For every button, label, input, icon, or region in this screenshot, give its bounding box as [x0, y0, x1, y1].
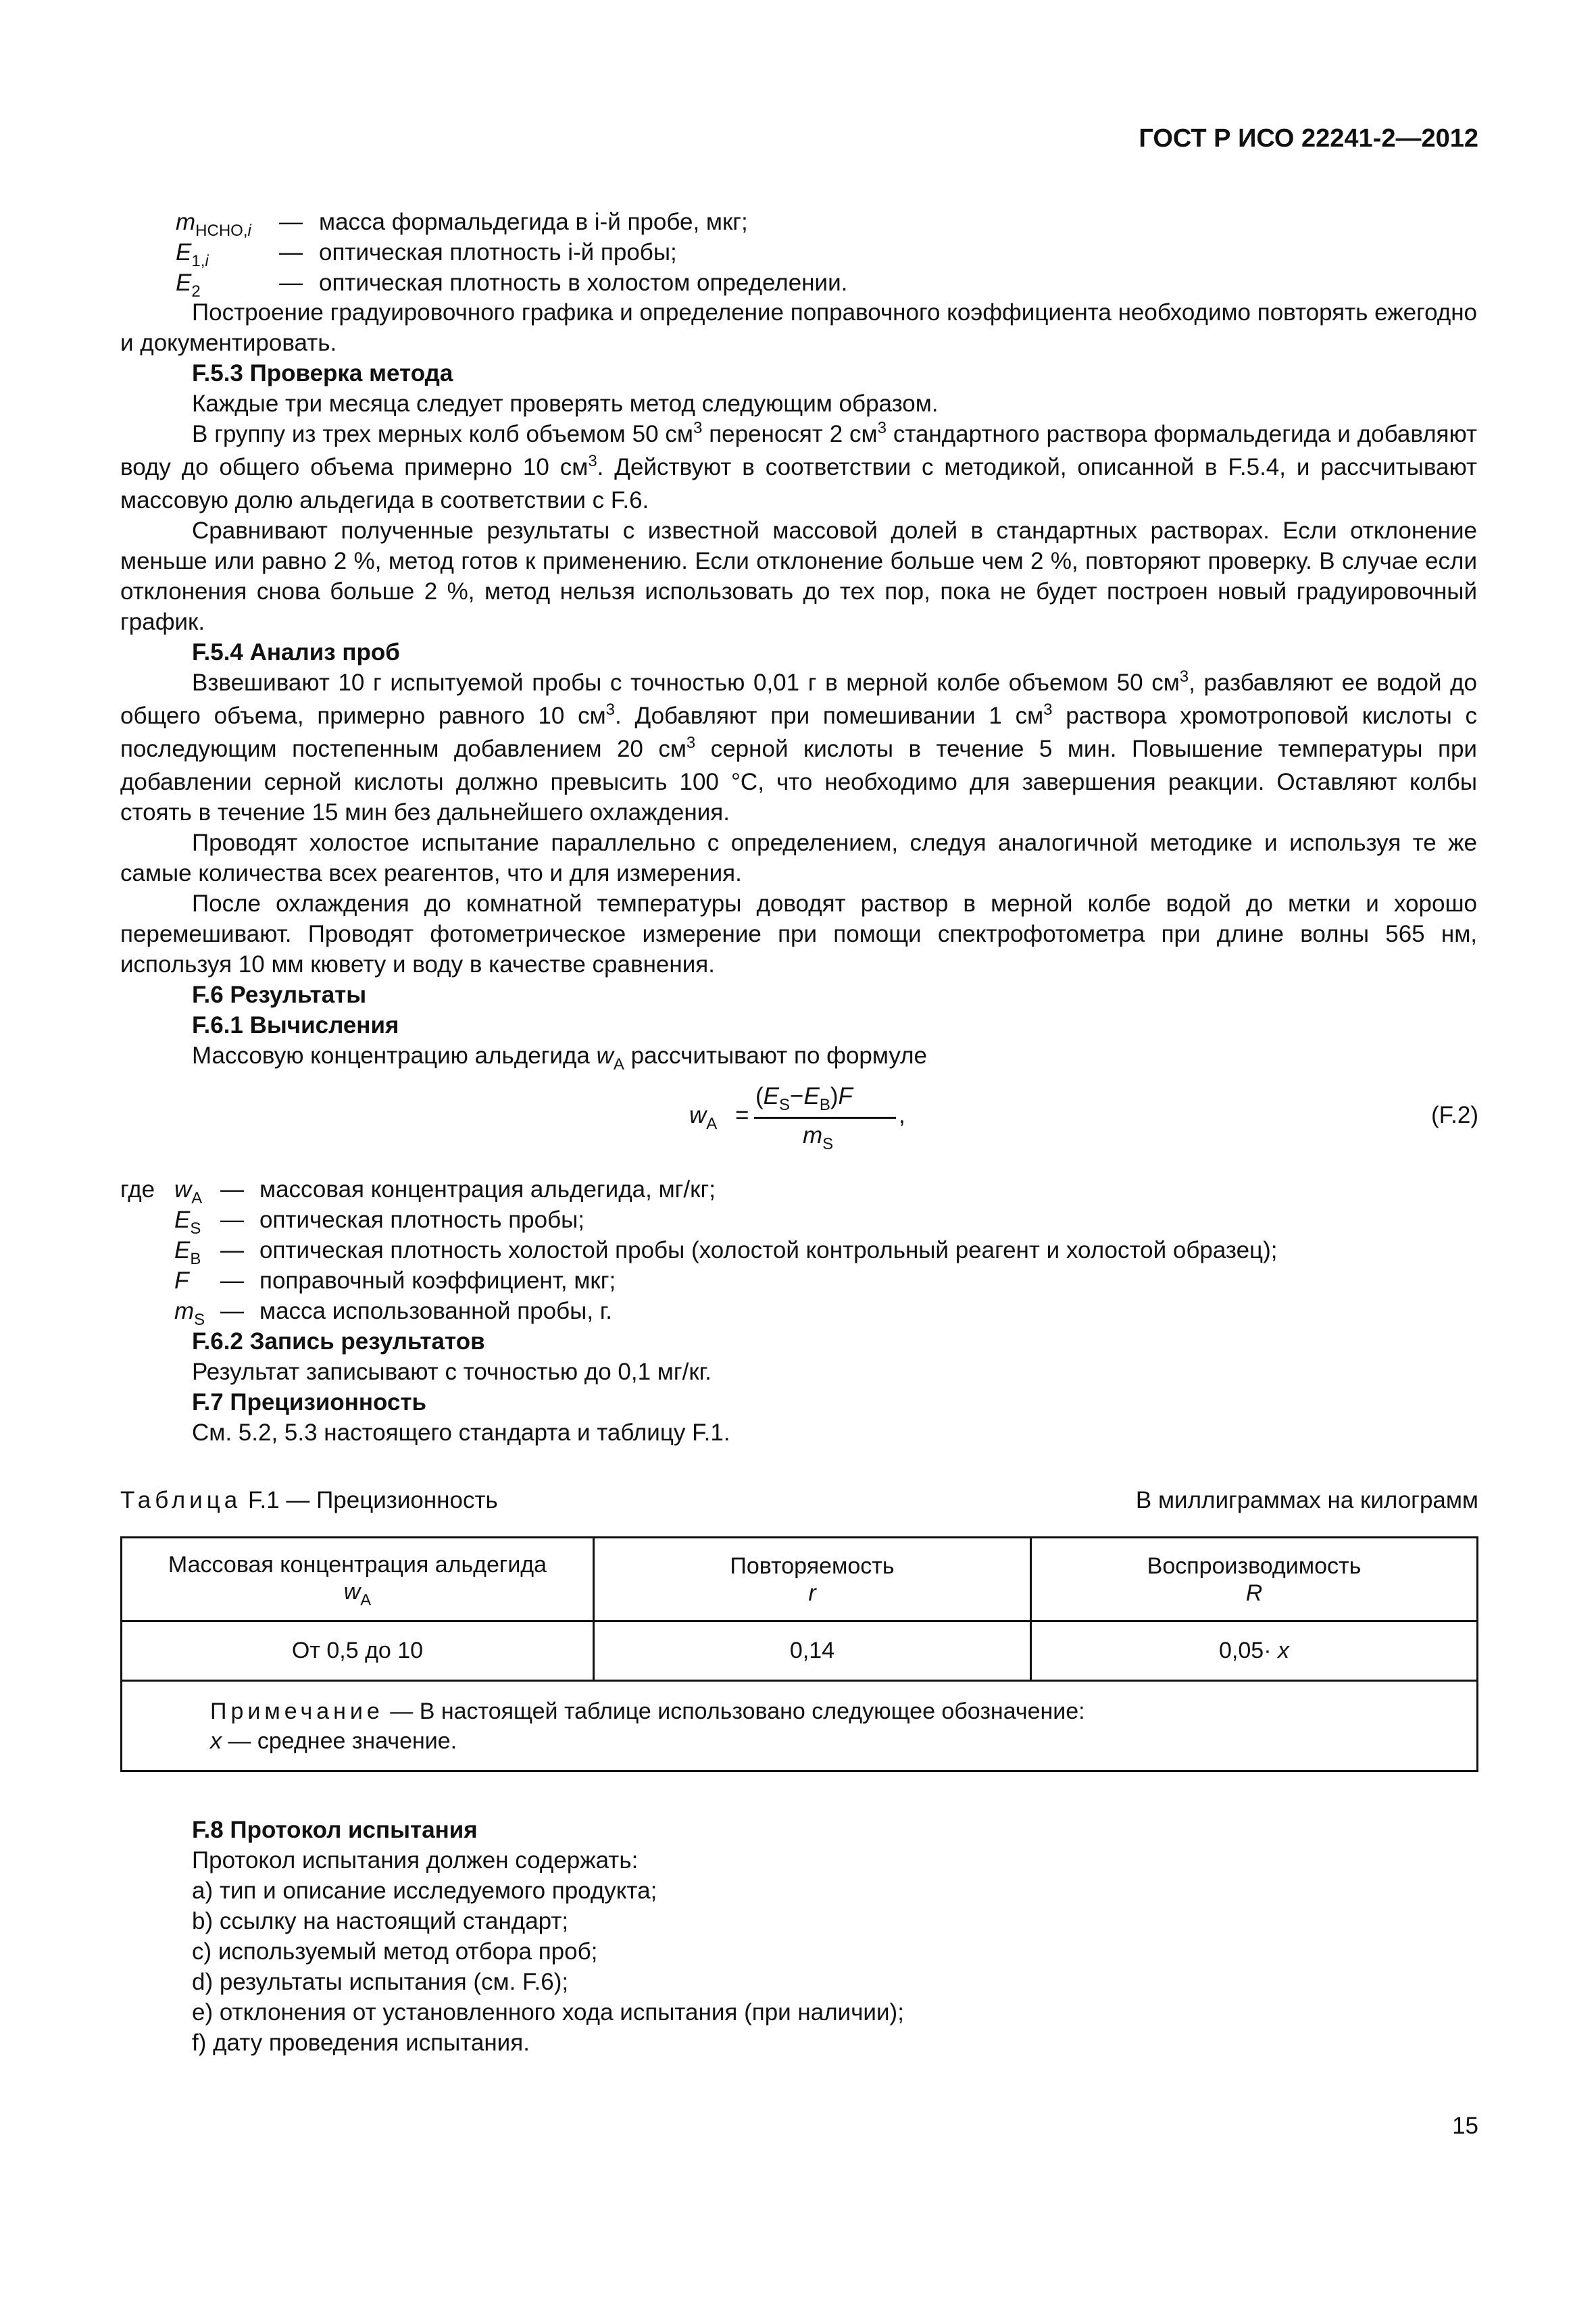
section-heading-f8: F.8 Протокол испытания	[192, 1817, 478, 1843]
list-item: d) результаты испытания (см. F.6);	[192, 1969, 569, 1995]
definition-wa: $w_A$	[174, 1176, 203, 1207]
paragraph: В группу из трех мерных колб объемом 50 $см^3$ переносят 2 $см^3$ стандартного раствора формальдегида и добавляют воду до общего объема примерно 10 $см^3$. Действуют в соответствии с методикой, описанной в F.5.4, и рассчитывают массовую долю альдегида в соответствии с F.6.	[120, 419, 1477, 513]
list-item: а) тип и описание исследуемого продукта;	[192, 1878, 657, 1904]
definition-text: масса использованной пробы, г.	[259, 1298, 613, 1324]
table-row	[122, 1621, 1478, 1681]
list-item: f) дату проведения испытания.	[192, 2030, 530, 2056]
table-cell: 0,05· x	[1031, 1621, 1478, 1681]
table-units: В миллиграммах на килограмм	[1135, 1487, 1478, 1513]
definition-ms: $m_S$	[174, 1298, 205, 1329]
table-note-row	[122, 1681, 1478, 1771]
table-cell: 0,14	[594, 1621, 1031, 1681]
paragraph: Сравнивают полученные результаты с известной массовой долей в стандартных растворах. Если отклонение меньше или равно 2 %, метод готов к применению. Если отклонение больше чем 2 %, повторяют проверку. В случае если отклонения снова больше 2 %, метод нельзя использовать до тех пор, пока не будет построен новый градуировочный график.	[120, 518, 1477, 635]
list-item: b) ссылку на настоящий стандарт;	[192, 1908, 569, 1934]
section-heading-f53: F.5.3 Проверка метода	[192, 360, 453, 386]
table-header-cell: Повторяемость r	[594, 1538, 1031, 1621]
paragraph: Взвешивают 10 г испытуемой пробы с точностью 0,01 г в мерной колбе объемом 50 $см^3$, разбавляют ее водой до общего объема, примерно равного 10 $см^3$. Добавляют при помешивании 1 $см^3$ раствора хромотроповой кислоты с последующим постепенным добавлением 20 $см^3$ серной кислоты в течение 5 мин. Повышение температуры при добавлении серной кислоты должно превысить 100 °С, что необходимо для завершения реакции. Оставляют колбы стоять в течение 15 мин без дальнейшего охлаждения.	[120, 668, 1477, 826]
definition-m-hcho: $m_{HCHO,i}$	[176, 209, 251, 240]
precision-table	[120, 1536, 1478, 1772]
table-note: Примечание — В настоящей таблице использовано следующее обозначение: x — среднее значение.	[122, 1681, 1478, 1771]
formula-f2: $w_A$ = $(E_S-E_B)F$ $m_S$ ,	[689, 1081, 905, 1149]
page-number: 15	[1452, 2113, 1478, 2139]
table-caption: Таблица F.1 — Прецизионность	[120, 1487, 498, 1513]
section-heading-f62: F.6.2 Запись результатов	[192, 1328, 485, 1355]
document-page: ГОСТ Р ИСО 22241-2—2012 $m_{HCHO,i}$ — масса формальдегида в i-й пробе, мкг; $E_{1,i}$ — оптическая плотность i-й пробы; $E_2$ — оптическая плотность в холостом определении. Построение градуировочного графика и определение поправочного коэффициента необходимо повторять ежегодно и документировать. F.5.3 Проверка метода Каждые три месяца следует проверять метод следующим образом. В группу из трех мерных колб объемом 50 $см^3$ переносят 2 $см^3$ стандартного раствора формальдегида и добавляют воду до общего объема примерно 10 $см^3$. Действуют в соответствии с методикой, описанной в F.5.4, и рассчитывают массовую долю альдегида в соответствии с F.6. Сравнивают полученные результаты с известной массовой долей в стандартных растворах. Если отклонение меньше или равно 2 %, метод готов к применению. Если отклонение больше чем 2 %, повторяют проверку. В случае если отклонения снова больше 2 %, метод нельзя использовать до тех пор, пока не будет построен новый градуировочный график. F.5.4 Анализ проб Взвешивают 10 г испытуемой пробы с точностью 0,01 г в мерной колбе объемом 50 $см^3$, разбавляют ее водой до общего объема, примерно равного 10 $см^3$. Добавляют при помешивании 1 $см^3$ раствора хромотроповой кислоты с последующим постепенным добавлением 20 $см^3$ серной кислоты в течение 5 мин. Повышение температуры при добавлении серной кислоты должно превысить 100 °С, что необходимо для завершения реакции. Оставляют колбы стоять в течение 15 мин без дальнейшего охлаждения. Проводят холостое испытание параллельно с определением, следуя аналогичной методике и используя те же самые количества всех реагентов, что и для измерения. После охлаждения до комнатной температуры доводят раствор в мерной колбе водой до метки и хорошо перемешивают. Проводят фотометрическое измерение при помощи спектрофотометра при длине волны 565 нм, используя 10 мм кювету и воду в качестве сравнения. F.6 Результаты F.6.1 Вычисления Массовую концентрацию альдегида $w_A$ рассчитывают по формуле $w_A$ = $(E_S-E_B)F$ $m_S$ , (F.2) где $w_A$ — массовая концентрация альдегида, мг/кг; $E_S$ — оптическая плотность пробы; $E_B$ — оптическая плотность холостой пробы (холостой контрольный реагент и холостой образец); F — поправочный коэффициент, мкг; $m_S$ — масса использованной пробы, г. F.6.2 Запись результатов Результат записывают с точностью до 0,1 мг/кг. F.7 Прецизионность См. 5.2, 5.3 настоящего стандарта и таблицу F.1. Таблица F.1 — Прецизионность В миллиграммах на килограмм Массовая концентрация альдегида $w_A$ Повторяемость r Воспроизводимость R От 0,5 до 10 0,14 0,05· x Примечание — В настоящей таблице использовано следующее обозначение: x — среднее значение. F.8 Протокол испытания Протокол испытания должен содержать: а) тип и описание исследуемого продукта; b) ссылку на настоящий стандарт; с) используемый метод отбора проб; d) результаты испытания (см. F.6); е) отклонения от установленного хода испытания (при наличии); f) дату проведения испытания. 15	[0, 0, 1596, 2314]
definition-text: оптическая плотность пробы;	[259, 1207, 585, 1233]
list-item: е) отклонения от установленного хода испытания (при наличии);	[192, 1999, 904, 2026]
fraction-bar	[754, 1117, 896, 1119]
paragraph: См. 5.2, 5.3 настоящего стандарта и таблицу F.1.	[192, 1419, 730, 1446]
paragraph: Массовую концентрацию альдегида $w_A$ рассчитывают по формуле	[192, 1042, 927, 1074]
table-header-cell: Воспроизводимость R	[1031, 1538, 1478, 1621]
paragraph: Проводят холостое испытание параллельно с определением, следуя аналогичной методике и используя те же самые количества всех реагентов, что и для измерения.	[120, 830, 1477, 886]
paragraph: Результат записывают с точностью до 0,1 мг/кг.	[192, 1359, 712, 1385]
definition-text: масса формальдегида в i-й пробе, мкг;	[319, 209, 748, 235]
definition-text: оптическая плотность в холостом определении.	[319, 270, 848, 296]
section-heading-f54: F.5.4 Анализ проб	[192, 639, 400, 665]
paragraph: Каждые три месяца следует проверять метод следующим образом.	[192, 391, 939, 417]
formula-numerator: $(E_S-E_B)F$	[755, 1083, 853, 1114]
paragraph: После охлаждения до комнатной температуры доводят раствор в мерной колбе водой до метки и хорошо перемешивают. Проводят фотометрическое измерение при помощи спектрофотометра при длине волны 565 нм, используя 10 мм кювету и воду в качестве сравнения.	[120, 890, 1477, 978]
section-heading-f7: F.7 Прецизионность	[192, 1389, 427, 1415]
list-item: с) используемый метод отбора проб;	[192, 1938, 598, 1965]
paragraph: Построение градуировочного графика и определение поправочного коэффициента необходимо повторять ежегодно и документировать.	[120, 299, 1477, 356]
definition-es: $E_S$	[174, 1207, 201, 1238]
definition-f: F	[174, 1267, 189, 1294]
table-header-cell: Массовая концентрация альдегида $w_A$	[122, 1538, 594, 1621]
body-text	[120, 297, 1477, 1074]
definition-text: поправочный коэффициент, мкг;	[259, 1267, 616, 1294]
definition-text: оптическая плотность холостой пробы (холостой контрольный реагент и холостой образец);	[259, 1237, 1278, 1263]
definition-text: оптическая плотность i-й пробы;	[319, 239, 677, 266]
definition-e2: $E_2$	[176, 270, 201, 301]
formula-number: (F.2)	[1431, 1102, 1478, 1128]
table-header-row	[122, 1538, 1478, 1621]
body-text-protocol	[120, 1815, 1477, 2058]
body-text-results	[120, 1326, 1477, 1448]
definition-text: массовая концентрация альдегида, мг/кг;	[259, 1176, 716, 1203]
section-heading-f6: F.6 Результаты	[192, 982, 367, 1008]
table-cell: От 0,5 до 10	[122, 1621, 594, 1681]
paragraph: Протокол испытания должен содержать:	[192, 1847, 639, 1873]
formula-denominator: $m_S$	[803, 1122, 834, 1153]
definition-eb: $E_B$	[174, 1237, 201, 1268]
section-heading-f61: F.6.1 Вычисления	[192, 1012, 399, 1038]
where-label: где	[120, 1176, 155, 1203]
definition-e1i: $E_{1,i}$	[176, 239, 209, 270]
standard-header: ГОСТ Р ИСО 22241-2—2012	[1139, 124, 1478, 153]
